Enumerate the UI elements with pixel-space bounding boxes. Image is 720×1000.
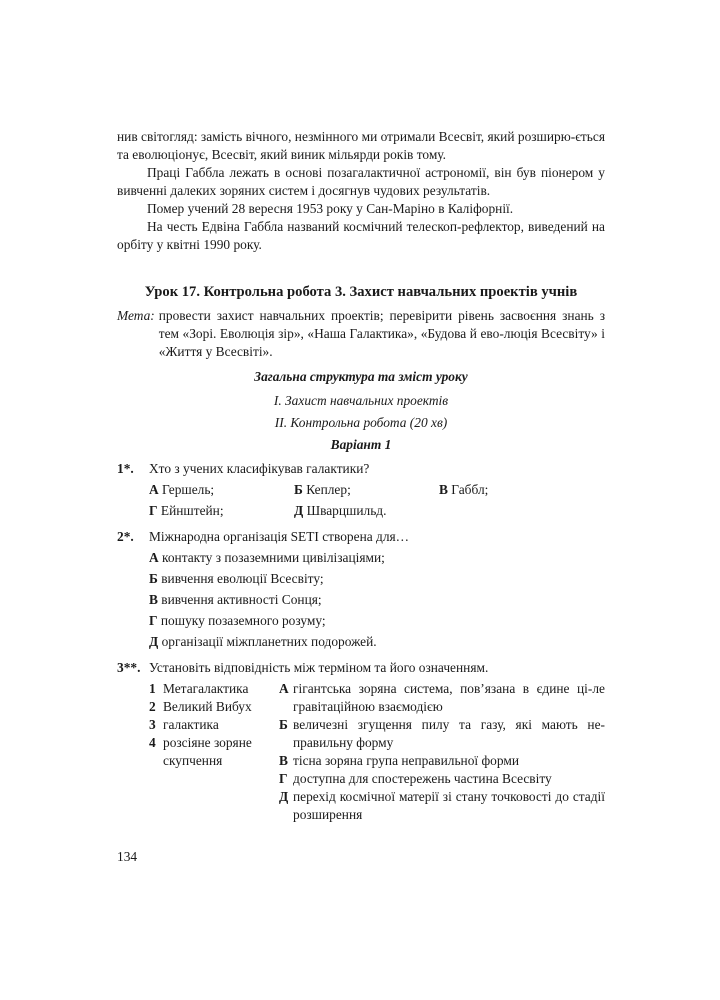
intro-paragraph-4: На честь Едвіна Габбла названий космічний телескоп-рефлектор, виведений на орбіту у квітні 1990 року. xyxy=(117,219,605,252)
definition-item: А гігантська зоряна система, пов’язана в єдине ці-ле гравітаційною взаємодією xyxy=(279,681,605,714)
goal-text: провести захист навчальних проектів; перевірити рівень засвоєння знань з тем «Зорі. Еволюція зір», «Наша Галактика», «Будова й ево-люція Всесвіту» і «Життя у Всесвіті». xyxy=(158,308,605,359)
variant-heading: Варіант 1 xyxy=(330,437,392,452)
lesson-title: Урок 17. Контрольна робота 3. Захист навчальних проектів учнів xyxy=(144,284,578,300)
option-letter: А xyxy=(149,550,159,565)
option-text: організації міжпланетних подорожей. xyxy=(161,634,377,649)
goal-label: Мета: xyxy=(117,308,155,323)
option-letter: Г xyxy=(149,613,158,628)
option-letter: Г xyxy=(149,503,158,518)
option-b xyxy=(294,481,439,499)
option-letter: В xyxy=(439,482,448,497)
question-2 xyxy=(117,528,605,651)
page-number: 134 xyxy=(117,849,138,864)
option-g xyxy=(149,612,605,630)
terms-column xyxy=(149,680,279,824)
intro-paragraph-3: Помер учений 28 вересня 1953 року у Сан-Маріно в Каліфорнії. xyxy=(147,201,514,216)
structure-title: Загальна структура та зміст уроку xyxy=(254,369,468,384)
option-v xyxy=(149,591,605,609)
question-text: Хто з учених класифікував галактики? xyxy=(149,461,370,476)
part-2: ІІ. Контрольна робота (20 хв) xyxy=(274,415,448,430)
question-number: 1*. xyxy=(117,461,134,476)
part-1: І. Захист навчальних проектів xyxy=(273,393,449,408)
option-a xyxy=(149,481,294,499)
option-b xyxy=(149,570,605,588)
question-text: Установіть відповідність між терміном та його означенням. xyxy=(149,660,489,675)
option-g xyxy=(149,502,294,520)
question-1 xyxy=(117,460,605,520)
question-number: 3**. xyxy=(117,660,141,675)
option-letter: Б xyxy=(149,571,158,586)
option-letter: А xyxy=(149,482,159,497)
intro-paragraph-1: нив світогляд: замість вічного, незмінного ми отримали Всесвіт, який розширю-ється та еволюціонує, Всесвіт, який виник мільярди років тому. xyxy=(117,129,605,162)
option-d xyxy=(149,633,605,651)
definition-item: Д перехід космічної матерії зі стану точковості до стадії розширення xyxy=(279,789,605,822)
term-item: 4 розсіяне зоряне скупчення xyxy=(149,735,252,768)
option-text: Ейнштейн; xyxy=(160,503,224,518)
option-a xyxy=(149,549,605,567)
definition-item: В тісна зоряна група неправильної форми xyxy=(279,753,519,768)
intro-paragraph-2: Праці Габбла лежать в основі позагалактичної астрономії, він був піонером у вивченні далеких зоряних систем і досягнув чудових результатів. xyxy=(117,165,605,198)
matching-table xyxy=(149,680,605,824)
option-letter: Д xyxy=(149,634,159,649)
term-item: 1 Метагалактика xyxy=(149,681,249,696)
option-d xyxy=(294,502,439,520)
option-text: вивчення еволюції Всесвіту; xyxy=(161,571,324,586)
question-3 xyxy=(117,659,605,824)
option-text: Габбл; xyxy=(451,482,489,497)
question-text: Міжнародна організація SETI створена для… xyxy=(149,529,410,544)
term-item: 2 Великий Вибух xyxy=(149,699,252,714)
option-letter: Б xyxy=(294,482,303,497)
question-number: 2*. xyxy=(117,529,134,544)
option-text: Гершель; xyxy=(162,482,215,497)
definition-item: Б величезні згущення пилу та газу, які мають не-правильну форму xyxy=(279,717,605,750)
option-text: Шварцшильд. xyxy=(306,503,387,518)
option-text: контакту з позаземними цивілізаціями; xyxy=(162,550,385,565)
definitions-column xyxy=(279,680,605,824)
option-v xyxy=(439,481,579,499)
option-text: Кеплер; xyxy=(306,482,351,497)
term-item: 3 галактика xyxy=(149,717,219,732)
page-content xyxy=(117,128,605,824)
option-text: пошуку позаземного розуму; xyxy=(160,613,326,628)
option-letter: Д xyxy=(294,503,304,518)
lesson-goal xyxy=(117,307,605,361)
option-letter: В xyxy=(149,592,158,607)
option-text: вивчення активності Сонця; xyxy=(161,592,322,607)
definition-item: Г доступна для спостережень частина Всесвіту xyxy=(279,771,552,786)
